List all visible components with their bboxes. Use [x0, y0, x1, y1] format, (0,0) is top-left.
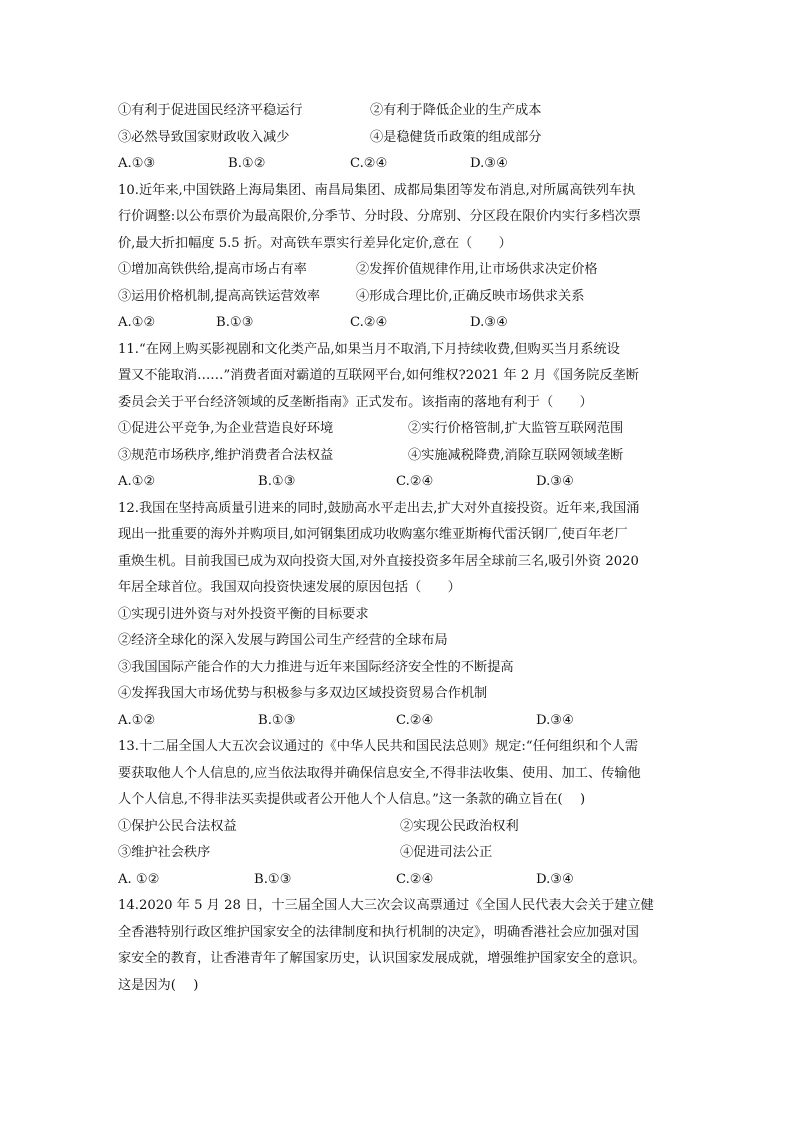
q11-statement-2: ②实行价格管制,扩大监管互联网范围	[408, 421, 624, 436]
q10-statement-1: ①增加高铁供给,提高市场占有率	[118, 262, 307, 277]
q9-option-b[interactable]: B.①②	[228, 156, 266, 171]
q13-option-c[interactable]: C.②④	[396, 871, 434, 887]
q13-option-d[interactable]: D.③④	[536, 871, 574, 887]
q10-statement-4: ④形成合理比价,正确反映市场供求关系	[356, 288, 585, 304]
q12-line-2: 现出一批重要的海外并购项目,如河钢集团成功收购塞尔维亚斯梅代雷沃钢厂,使百年老厂	[118, 527, 628, 542]
q9-option-a[interactable]: A.①③	[118, 156, 156, 171]
q10-option-a[interactable]: A.①②	[118, 315, 156, 330]
q9-options	[118, 151, 678, 178]
q11-line-2: 置又不能取消……”消费者面对霸道的互联网平台,如何维权?2021 年 2 月《国务院反垄断	[118, 368, 639, 383]
q9-statement-3: ③必然导致国家财政收入减少	[118, 129, 290, 145]
q13-statement-4: ④促进司法公正	[400, 845, 493, 860]
q12-statement-1: ①实现引进外资与对外投资平衡的目标要求	[118, 606, 369, 622]
q13-statements-row2	[118, 840, 678, 867]
q10-statements-row1	[118, 257, 678, 284]
q10-statement-2: ②发挥价值规律作用,让市场供求决定价格	[356, 262, 598, 277]
q9-statements-row1	[118, 98, 678, 125]
q11-statements-row1	[118, 416, 678, 443]
q13-line-2: 要获取他人个人信息的,应当依法取得并确保信息安全,不得非法收集、使用、加工、传输他	[118, 765, 641, 781]
q13-statements-row1	[118, 814, 678, 841]
q13-options	[118, 867, 678, 894]
q12-statement-2: ②经济全球化的深入发展与跨国公司生产经营的全球布局	[118, 633, 448, 648]
q14-line-3: 家安全的教育，让香港青年了解国家历史，认识国家发展成就，增强维护国家安全的意识。	[118, 951, 646, 966]
q12-line-4: 年居全球首位。我国双向投资快速发展的原因包括（ ）	[118, 580, 461, 595]
q12-option-c[interactable]: C.②④	[396, 712, 434, 728]
q11-option-d[interactable]: D.③④	[536, 474, 574, 489]
q13-line-3: 人个人信息,不得非法买卖提供或者公开他人个人信息。”这一条款的确立旨在( )	[118, 792, 586, 807]
q12-statement-3: ③我国国际产能合作的大力推进与近年来国际经济安全性的不断提高	[118, 659, 514, 675]
q10-option-b[interactable]: B.①③	[216, 315, 254, 330]
q9-option-c[interactable]: C.②④	[350, 156, 388, 171]
q11-option-c[interactable]: C.②④	[396, 474, 434, 489]
q11-options	[118, 469, 678, 496]
q11-line-3: 委员会关于平台经济领域的反垄断指南》正式发布。该指南的落地有利于（ ）	[118, 394, 593, 410]
q9-option-d[interactable]: D.③④	[470, 156, 508, 171]
q12-option-d[interactable]: D.③④	[536, 712, 574, 728]
q11-statement-1: ①促进公平竞争,为企业营造良好环境	[118, 421, 334, 436]
q12-statement-4: ④发挥我国大市场优势与积极参与多双边区域投资贸易合作机制	[118, 686, 488, 701]
q13-statement-2: ②实现公民政治权利	[400, 818, 519, 834]
q14-line-4: 这是因为( )	[118, 977, 199, 993]
q13-option-a[interactable]: A. ①②	[118, 871, 160, 887]
q14-line-1: 14.2020 年 5 月 28 日，十三届全国人大三次会议高票通过《全国人民代表大会关于建立健	[118, 898, 654, 913]
q13-option-b[interactable]: B.①③	[254, 871, 292, 887]
q9-statement-4: ④是稳健货币政策的组成部分	[370, 129, 542, 145]
q12-line-1: 12.我国在坚持高质量引进来的同时,鼓励高水平走出去,扩大对外直接投资。近年来,我国涌	[118, 500, 640, 516]
q10-line-2: 行价调整:以公布票价为最高限价,分季节、分时段、分席别、分区段在限价内实行多档次票	[118, 209, 641, 224]
q12-option-a[interactable]: A.①②	[118, 712, 156, 728]
q10-option-c[interactable]: C.②④	[350, 315, 388, 330]
q11-option-b[interactable]: B.①③	[258, 474, 296, 489]
q14-line-2: 全香港特别行政区维护国家安全的法律制度和执行机制的决定》，明确香港社会应加强对国	[118, 924, 639, 940]
q11-statement-4: ④实施减税降费,消除互联网领域垄断	[408, 447, 624, 463]
q9-statement-2: ②有利于降低企业的生产成本	[370, 103, 542, 118]
q10-line-3: 价,最大折扣幅度 5.5 折。对高铁车票实行差异化定价,意在（ ）	[118, 235, 512, 251]
q12-option-b[interactable]: B.①③	[258, 712, 296, 728]
q10-option-d[interactable]: D.③④	[470, 315, 508, 330]
q13-line-1: 13.十二届全国人大五次会议通过的《中华人民共和国民法总则》规定:“任何组织和个人需	[118, 739, 639, 754]
q11-line-1: 11.“在网上购买影视剧和文化类产品,如果当月不取消,下月持续收费,但购买当月系统设	[118, 341, 620, 357]
q10-line-1: 10.近年来,中国铁路上海局集团、南昌局集团、成都局集团等发布消息,对所属高铁列车执	[118, 182, 636, 198]
q11-option-a[interactable]: A.①②	[118, 474, 156, 489]
q13-statement-3: ③维护社会秩序	[118, 845, 211, 860]
q13-statement-1: ①保护公民合法权益	[118, 818, 237, 834]
q9-statements-row2	[118, 125, 678, 152]
q11-statements-row2	[118, 443, 678, 470]
exam-page	[118, 98, 678, 999]
q10-statements-row2	[118, 284, 678, 311]
q9-statement-1: ①有利于促进国民经济平稳运行	[118, 103, 303, 118]
q10-options	[118, 310, 678, 337]
q12-options	[118, 708, 678, 735]
q10-statement-3: ③运用价格机制,提高高铁运营效率	[118, 288, 321, 304]
q11-statement-3: ③规范市场秩序,维护消费者合法权益	[118, 447, 334, 463]
q12-line-3: 重焕生机。目前我国已成为双向投资大国,对外直接投资多年居全球前三名,吸引外资 2020	[118, 553, 639, 569]
